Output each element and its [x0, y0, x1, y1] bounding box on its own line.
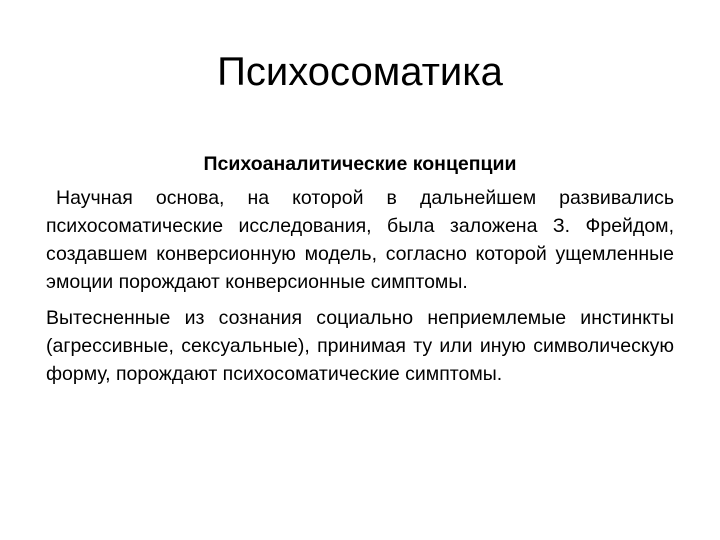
paragraph-repressed-instincts: Вытесненные из сознания социально неприемлемые инстинкты (агрессивные, сексуальные), принимая ту или иную символическую форму, порождают психосоматические симптомы. [46, 307, 674, 385]
paragraph-freud-conversion: Научная основа, на которой в дальнейшем развивались психосоматические исследования, была заложена З. Фрейдом, создавшем конверсионную модель, согласно которой ущемленные эмоции порождают конверсионные симптомы. [46, 187, 674, 293]
slide-title: Психосоматика [217, 50, 503, 94]
slide-subtitle: Психоаналитические концепции [203, 153, 517, 175]
slide-content [46, 150, 674, 396]
